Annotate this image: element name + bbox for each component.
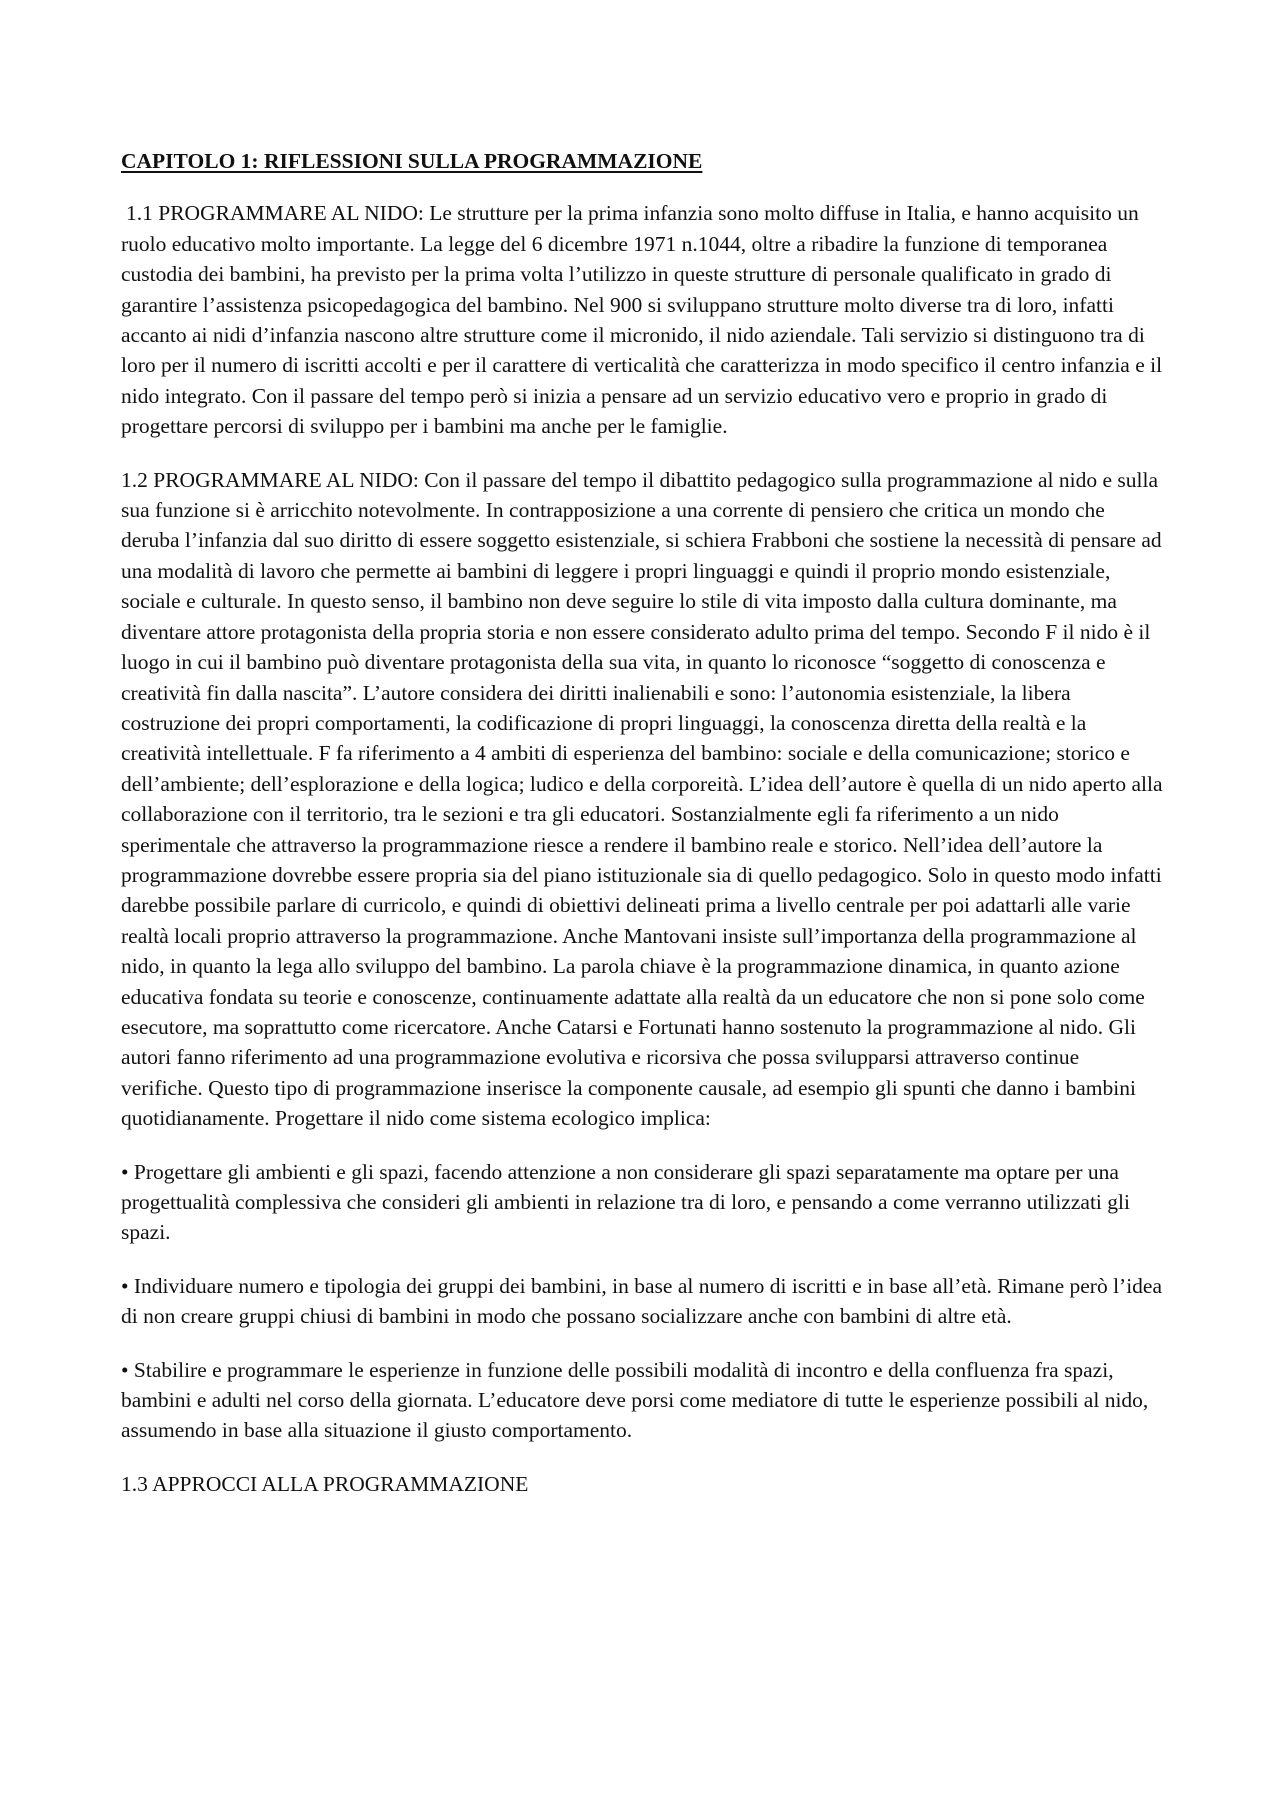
bullet-item-groups: • Individuare numero e tipologia dei gruppi dei bambini, in base al numero di iscritti e in base all’età. Rimane però l’idea di non creare gruppi chiusi di bambini in modo che possano socializzare anche con bambini di altre età. — [121, 1273, 1163, 1329]
section-1-3-heading: 1.3 APPROCCI ALLA PROGRAMMAZIONE — [121, 1471, 529, 1496]
paragraph-section-1-2: 1.2 PROGRAMMARE AL NIDO: Con il passare del tempo il dibattito pedagogico sulla programmazione al nido e sulla sua funzione si è arricchito notevolmente. In contrapposizione a una corrente di pensiero che critica un mondo che deruba l’infanzia dal suo diritto di essere soggetto esistenziale, si schiera Frabboni che sostiene la necessità di pensare ad una modalità di lavoro che permette ai bambini di leggere i propri linguaggi e quindi il proprio mondo esistenziale, sociale e culturale. In questo senso, il bambino non deve seguire lo stile di vita imposto dalla cultura dominante, ma diventare attore protagonista della propria storia e non essere considerato adulto prima del tempo. Secondo F il nido è il luogo in cui il bambino può diventare protagonista della sua vita, in quanto lo riconosce “soggetto di conoscenza e creatività fin dalla nascita”. L’autore considera dei diritti inalienabili e sono: l’autonomia esistenziale, la libera costruzione dei propri comportamenti, la codificazione di propri linguaggi, la conoscenza diretta della realtà e la creatività intellettuale. F fa riferimento a 4 ambiti di esperienza del bambino: sociale e della comunicazione; storico e dell’ambiente; dell’esplorazione e della logica; ludico e della corporeità. L’idea dell’autore è quella di un nido aperto alla collaborazione con il territorio, tra le sezioni e tra gli educatori. Sostanzialmente egli fa riferimento a un nido sperimentale che attraverso la programmazione riesce a rendere il bambino reale e storico. Nell’idea dell’autore la programmazione dovrebbe essere propria sia del piano istituzionale sia di quello pedagogico. Solo in questo modo infatti darebbe possibile parlare di curricolo, e quindi di obiettivi delineati prima a livello centrale per poi adattarli alle varie realtà locali proprio attraverso la programmazione. Anche Mantovani insiste sull’importanza della programmazione al nido, in quanto la lega allo sviluppo del bambino. La parola chiave è la programmazione dinamica, in quanto azione educativa fondata su teorie e conoscenze, continuamente adattate alla realtà da un educatore che non si pone solo come esecutore, ma soprattutto come ricercatore. Anche Catarsi e Fortunati hanno sostenuto la programmazione al nido. Gli autori fanno riferimento ad una programmazione evolutiva e ricorsiva che possa svilupparsi attraverso continue verifiche. Questo tipo di programmazione inserisce la componente causale, ad esempio gli spunti che danno i bambini quotidianamente. Progettare il nido come sistema ecologico implica: — [121, 467, 1163, 1131]
bullet-item-experiences: • Stabilire e programmare le esperienze in funzione delle possibili modalità di incontro e della confluenza fra spazi, bambini e adulti nel corso della giornata. L’educatore deve porsi come mediatore di tutte le esperienze possibili al nido, assumendo in base alla situazione il giusto comportamento. — [121, 1357, 1149, 1443]
bullet-item-spaces: • Progettare gli ambienti e gli spazi, facendo attenzione a non considerare gli spazi separatamente ma optare per una progettualità complessiva che consideri gli ambienti in relazione tra di loro, e pensando a come verranno utilizzati gli spazi. — [121, 1159, 1130, 1245]
paragraph-section-1-1: 1.1 PROGRAMMARE AL NIDO: Le strutture per la prima infanzia sono molto diffuse in Italia, e hanno acquisito un ruolo educativo molto importante. La legge del 6 dicembre 1971 n.1044, oltre a ribadire la funzione di temporanea custodia dei bambini, ha previsto per la prima volta l’utilizzo in queste strutture di personale qualificato in grado di garantire l’assistenza psicopedagogica del bambino. Nel 900 si sviluppano strutture molto diverse tra di loro, infatti accanto ai nidi d’infanzia nascono altre strutture come il micronido, il nido aziendale. Tali servizio si distinguono tra di loro per il numero di iscritti accolti e per il carattere di verticalità che caratterizza in modo specifico il centro infanzia e il nido integrato. Con il passare del tempo però si inizia a pensare ad un servizio educativo vero e proprio in grado di progettare percorsi di sviluppo per i bambini ma anche per le famiglie. — [121, 201, 1163, 439]
chapter-title: CAPITOLO 1: RIFLESSIONI SULLA PROGRAMMAZIONE — [121, 149, 703, 173]
document-page — [121, 146, 1166, 1499]
